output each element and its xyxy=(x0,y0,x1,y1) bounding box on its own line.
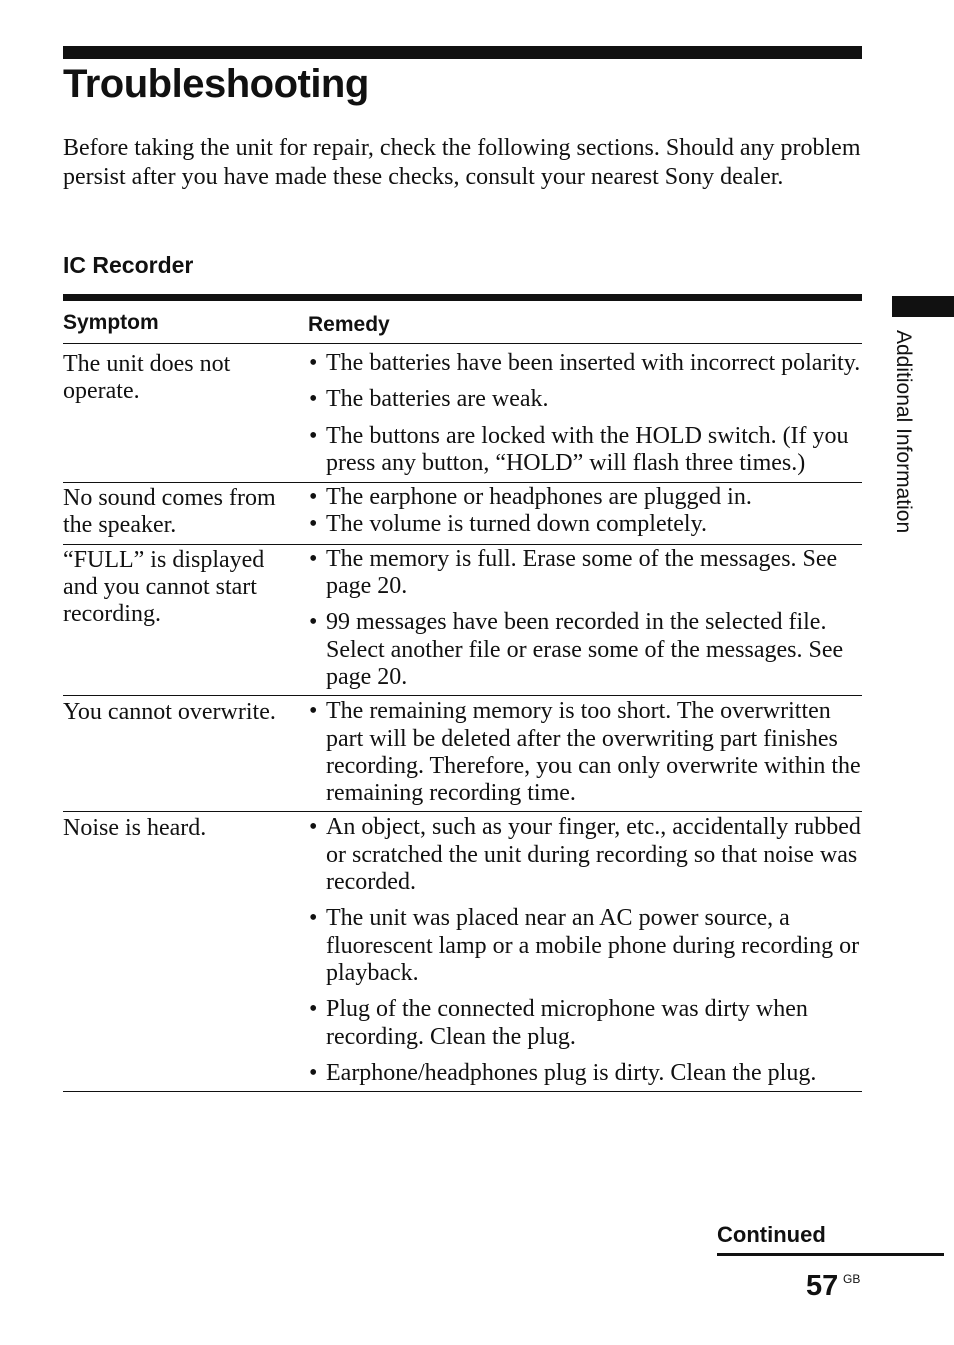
table-row xyxy=(63,696,862,812)
title-rule xyxy=(63,46,862,59)
bullet-icon: • xyxy=(309,386,318,413)
side-tab-marker xyxy=(892,296,954,317)
remedy-item xyxy=(308,609,862,691)
remedy-item xyxy=(308,814,862,896)
remedy-text: The batteries are weak. xyxy=(326,386,549,413)
side-tab xyxy=(882,330,922,600)
table-header xyxy=(63,301,862,344)
remedy-column-header: Remedy xyxy=(308,313,390,336)
page-number: 57 xyxy=(806,1270,839,1302)
remedy-text: The buttons are locked with the HOLD switch. (If you press any button, “HOLD” will flash three times.) xyxy=(326,422,849,476)
remedy-cell xyxy=(308,484,862,540)
troubleshooting-table xyxy=(63,294,862,1092)
remedy-text: The volume is turned down completely. xyxy=(326,511,708,538)
table-row xyxy=(63,344,862,483)
bullet-icon: • xyxy=(309,814,318,841)
bullet-icon: • xyxy=(309,422,318,449)
remedy-item xyxy=(308,386,862,413)
intro-paragraph: Before taking the unit for repair, check the following sections. Should any problem persist after you have made these checks, consult your nearest Sony dealer. xyxy=(63,135,861,190)
remedy-text: 99 messages have been recorded in the selected file. Select another file or erase some of the messages. See page 20. xyxy=(326,609,844,690)
remedy-item xyxy=(308,698,862,807)
bullet-icon: • xyxy=(309,484,318,511)
remedy-cell xyxy=(308,814,862,1087)
remedy-text: Earphone/headphones plug is dirty. Clean the plug. xyxy=(326,1059,817,1086)
remedy-item xyxy=(308,423,862,478)
bullet-icon: • xyxy=(309,1059,318,1086)
bullet-icon: • xyxy=(309,511,318,538)
symptom-column-header: Symptom xyxy=(63,311,159,334)
bullet-icon: • xyxy=(309,545,318,572)
remedy-cell xyxy=(308,698,862,807)
remedy-text: The batteries have been inserted with incorrect polarity. xyxy=(326,350,861,376)
remedy-item xyxy=(308,546,862,601)
side-tab-label: Additional Information xyxy=(892,330,915,534)
remedy-cell xyxy=(308,546,862,691)
bullet-icon: • xyxy=(309,350,318,376)
remedy-item xyxy=(308,1060,862,1087)
remedy-text: The remaining memory is too short. The overwritten part will be deleted after the overwriting part finishes recording. Therefore, you can only overwrite within the remaining recording time. xyxy=(326,698,861,807)
remedy-item xyxy=(308,350,862,377)
table-row xyxy=(63,812,862,1092)
remedy-text: The earphone or headphones are plugged in. xyxy=(326,484,752,511)
remedy-item xyxy=(308,511,862,538)
symptom-cell: You cannot overwrite. xyxy=(63,699,276,726)
page-title: Troubleshooting xyxy=(63,62,369,106)
bullet-icon: • xyxy=(309,996,318,1023)
continued-rule xyxy=(717,1253,944,1256)
remedy-text: The memory is full. Erase some of the messages. See page 20. xyxy=(326,545,838,600)
page-number-suffix: GB xyxy=(843,1272,861,1286)
continued-label: Continued xyxy=(717,1222,826,1247)
bullet-icon: • xyxy=(309,905,318,932)
symptom-cell: Noise is heard. xyxy=(63,815,207,842)
table-row xyxy=(63,545,862,696)
symptom-cell: No sound comes from the speaker. xyxy=(63,485,276,539)
remedy-item xyxy=(308,484,862,511)
section-title: IC Recorder xyxy=(63,252,194,278)
bullet-icon: • xyxy=(309,609,318,636)
remedy-text: An object, such as your finger, etc., accidentally rubbed or scratched the unit during recording so that noise was recorded. xyxy=(326,814,861,896)
symptom-cell: “FULL” is displayed and you cannot start recording. xyxy=(63,546,265,628)
table-top-rule xyxy=(63,294,862,301)
remedy-text: Plug of the connected microphone was dirty when recording. Clean the plug. xyxy=(326,996,808,1050)
remedy-cell xyxy=(308,350,862,477)
remedy-item xyxy=(308,905,862,987)
remedy-text: The unit was placed near an AC power source, a fluorescent lamp or a mobile phone during recording or playback. xyxy=(326,905,860,986)
remedy-item xyxy=(308,996,862,1051)
bullet-icon: • xyxy=(309,698,318,725)
symptom-cell: The unit does not operate. xyxy=(63,351,231,405)
table-row xyxy=(63,483,862,545)
